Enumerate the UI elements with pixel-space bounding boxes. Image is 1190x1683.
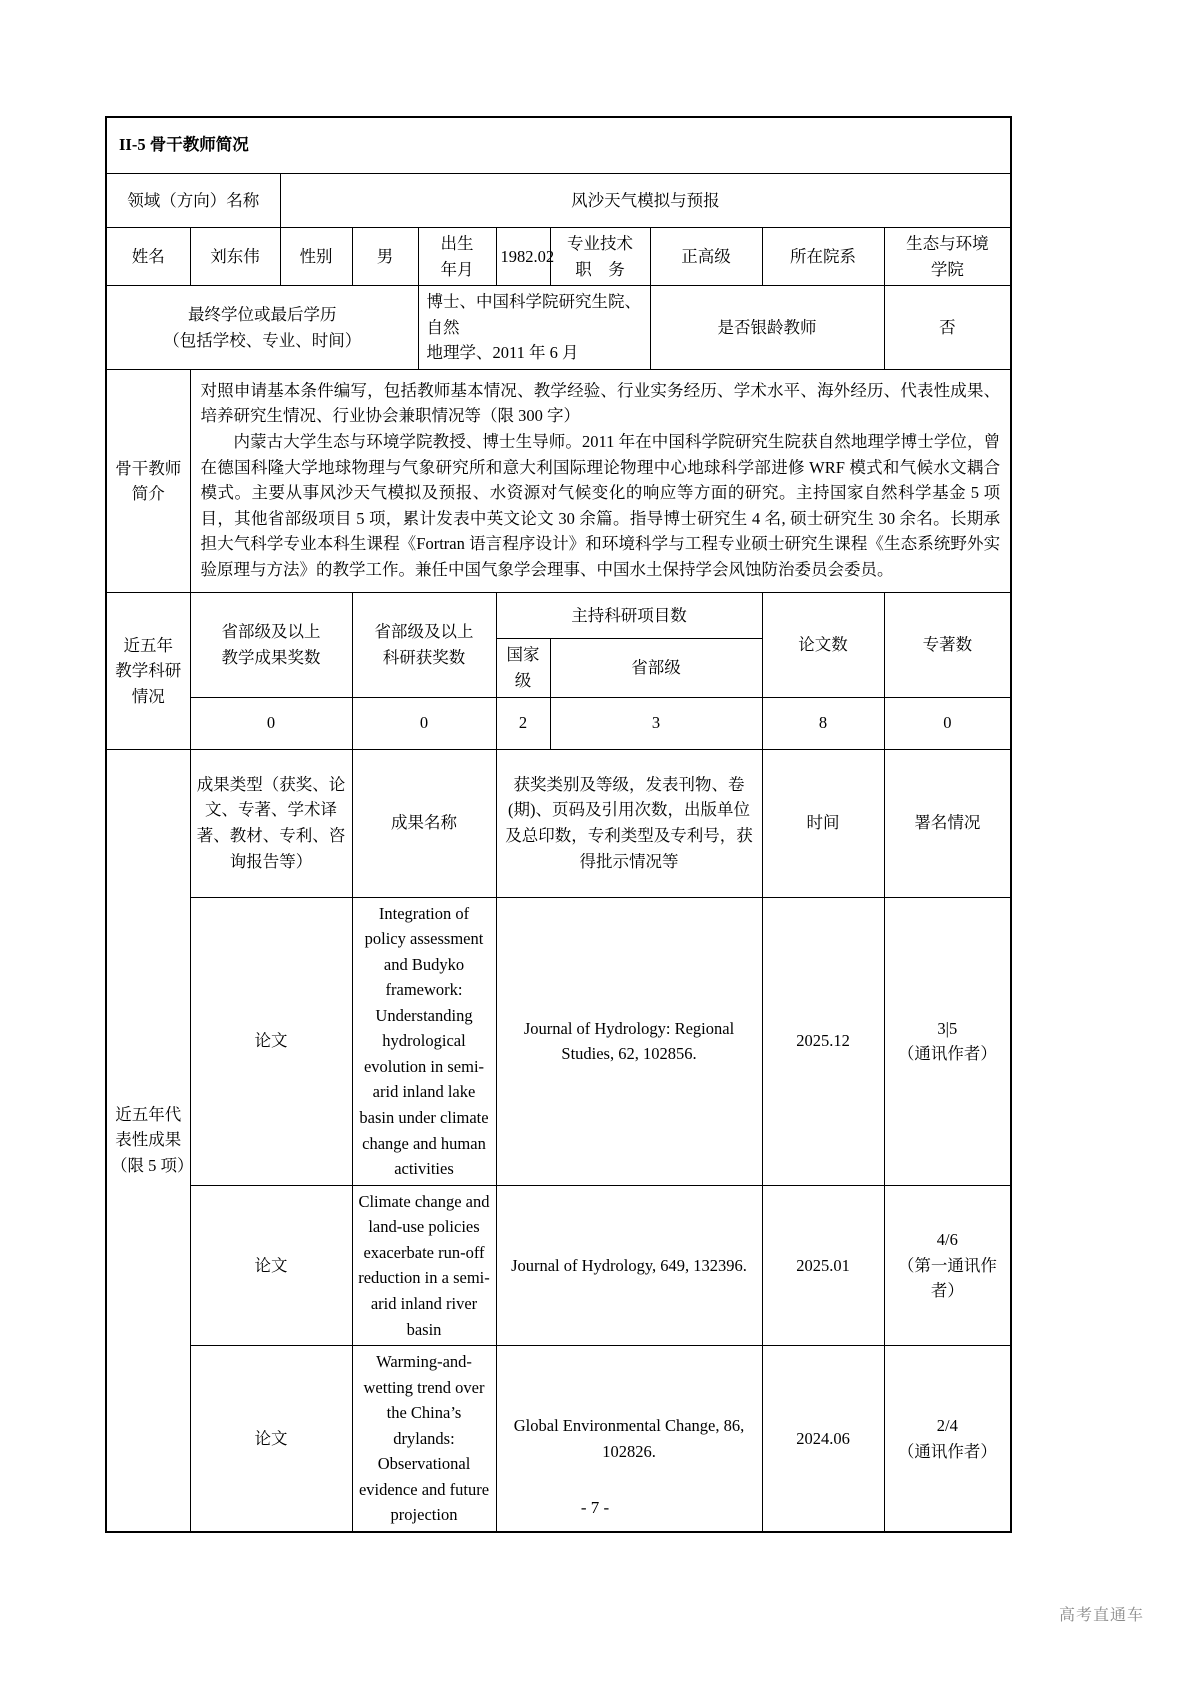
achievement-type: 论文: [190, 897, 352, 1185]
senior-teacher-label: 是否银龄教师: [650, 286, 884, 370]
person-basic-row: [106, 228, 1011, 286]
stats-header-research-awards: [352, 593, 496, 697]
degree-label-line2: （包括学校、专业、时间）: [163, 330, 362, 350]
section-title: II-5 骨干教师简况: [106, 117, 1011, 173]
tech-title-label-line2: 职 务: [575, 259, 625, 279]
achievements-header-signature: 署名情况: [884, 749, 1011, 897]
achievement-signature: [884, 897, 1011, 1185]
birth-label-line1: 出生: [440, 234, 474, 254]
domain-row: [106, 173, 1011, 228]
stats-value-teaching-awards: 0: [190, 697, 352, 749]
table-row: [106, 1185, 1011, 1345]
department-label: 所在院系: [762, 228, 884, 286]
achievement-detail: Journal of Hydrology: Regional Studies, 62, 102856.: [496, 897, 762, 1185]
biography-text: 内蒙古大学生态与环境学院教授、博士生导师。2011 年在中国科学院研究生院获自然地理学博士学位，曾在德国科隆大学地球物理与气象研究所和意大利国际理论物理中心地球科学部进修 WRF 模式和气候水文耦合模式。主要从事风沙天气模拟及预报、水资源对气候变化的响应等方面的研究。主持国家自然科学基金 5 项目，其他省部级项目 5 项，累计发表中英文论文 30 余篇。指导博士研究生 4 名, 硕士研究生 30 余名。长期承担大气科学专业本科生课程《Fortran 语言程序设计》和环境科学与工程专业硕士研究生课程《生态系统野外实验原理与方法》的教学工作。兼任中国气象学会理事、中国水土保持学会风蚀防治委员会委员。: [200, 432, 1001, 579]
achievement-type: 论文: [190, 1185, 352, 1345]
biography-body: [190, 369, 1011, 593]
section-title-row: [106, 117, 1011, 173]
stats-value-papers: 8: [762, 697, 884, 749]
department-value-line2: 学院: [930, 259, 964, 279]
stats-header-teaching-awards: [190, 593, 352, 697]
biography-row: [106, 369, 1011, 593]
achievements-side-label-line1: 近五年代: [115, 1104, 182, 1124]
degree-value-line2: 地理学、2011 年 6 月: [426, 343, 579, 363]
achievement-detail: Journal of Hydrology, 649, 132396.: [496, 1185, 762, 1345]
achievements-header-type: 成果类型（获奖、论文、专著、学术译著、教材、专利、咨询报告等）: [190, 749, 352, 897]
biography-instruction: 对照申请基本条件编写，包括教师基本情况、教学经验、行业实务经历、学术水平、海外经历、代表性成果、培养研究生情况、行业协会兼职情况等（限 300 字）: [200, 380, 1001, 426]
domain-label: 领域（方向）名称: [106, 173, 280, 228]
achievement-time: 2024.06: [762, 1346, 884, 1532]
stats-value-monographs: 0: [884, 697, 1011, 749]
stats-header-projects-provincial: 省部级: [550, 639, 762, 697]
stats-values-row: [106, 697, 1011, 749]
biography-side-label-line2: 简介: [131, 484, 165, 504]
stats-header-teaching-awards-line1: 省部级及以上: [221, 622, 321, 642]
name-value: 刘东伟: [190, 228, 280, 286]
domain-value: 风沙天气模拟与预报: [280, 173, 1011, 228]
achievement-time: 2025.12: [762, 897, 884, 1185]
achievement-signature-role: （通讯作者）: [897, 1441, 997, 1461]
degree-value-line1: 博士、中国科学院研究生院、自然: [426, 292, 641, 337]
achievements-side-label-line2: 表性成果: [115, 1130, 182, 1150]
achievements-header-detail: 获奖类别及等级，发表刊物、卷(期)、页码及引用次数，出版单位及总印数，专利类型及专利号，获得批示情况等: [496, 749, 762, 897]
stats-header-research-awards-line2: 科研获奖数: [382, 647, 466, 667]
tech-title-label: [550, 228, 650, 286]
gender-value: 男: [352, 228, 418, 286]
stats-header-teaching-awards-line2: 教学成果奖数: [221, 647, 321, 667]
achievement-signature-role: （第一通讯作者）: [897, 1255, 997, 1301]
degree-label-line1: 最终学位或最后学历: [188, 304, 337, 324]
birth-label: [418, 228, 496, 286]
stats-header-research-awards-line1: 省部级及以上: [374, 622, 474, 642]
achievements-header-row: [106, 749, 1011, 897]
page-number: - 7 -: [580, 1498, 610, 1517]
biography-side-label: [106, 369, 190, 593]
senior-teacher-value: 否: [884, 286, 1011, 370]
faculty-profile-table: [105, 116, 1012, 1533]
tech-title-label-line1: 专业技术: [567, 234, 633, 254]
achievement-time: 2025.01: [762, 1185, 884, 1345]
biography-side-label-line1: 骨干教师: [115, 458, 182, 478]
achievement-type: 论文: [190, 1346, 352, 1532]
stats-side-label-line2: 教学科研: [115, 661, 182, 681]
name-label: 姓名: [106, 228, 190, 286]
stats-header-monographs: 专著数: [884, 593, 1011, 697]
degree-value: [418, 286, 650, 370]
achievement-name: Warming-and-wetting trend over the China’s drylands: Observational evidence and future projection: [352, 1346, 496, 1532]
achievement-name: Integration of policy assessment and Budyko framework: Understanding hydrological evolution in semi-arid inland lake basin under climate change and human activities: [352, 897, 496, 1185]
birth-label-line2: 年月: [440, 259, 474, 279]
achievements-side-label-line3: （限 5 项）: [111, 1156, 194, 1176]
achievement-signature-order: 3|5: [937, 1018, 958, 1038]
degree-label: [106, 286, 418, 370]
achievement-signature-role: （通讯作者）: [897, 1044, 997, 1064]
stats-value-research-awards: 0: [352, 697, 496, 749]
stats-side-label-line1: 近五年: [123, 635, 173, 655]
achievements-header-name: 成果名称: [352, 749, 496, 897]
stats-value-projects-national: 2: [496, 697, 550, 749]
tech-title-value: 正高级: [650, 228, 762, 286]
gender-label: 性别: [280, 228, 352, 286]
table-row: [106, 897, 1011, 1185]
stats-value-projects-provincial: 3: [550, 697, 762, 749]
department-value: [884, 228, 1011, 286]
department-value-line1: 生态与环境: [906, 234, 989, 254]
achievement-detail: Global Environmental Change, 86, 102826.: [496, 1346, 762, 1532]
watermark: 高考直通车: [1058, 1607, 1144, 1624]
stats-header-papers: 论文数: [762, 593, 884, 697]
stats-side-label-line3: 情况: [131, 686, 165, 706]
stats-side-label: [106, 593, 190, 749]
stats-header-projects-group: 主持科研项目数: [496, 593, 762, 639]
degree-row: [106, 286, 1011, 370]
achievement-signature-order: 4/6: [936, 1230, 958, 1250]
achievement-signature: [884, 1185, 1011, 1345]
achievements-side-label: [106, 749, 194, 1532]
birth-value: 1982.02: [496, 228, 550, 286]
stats-header-projects-national: 国家级: [496, 639, 550, 697]
achievements-header-time: 时间: [762, 749, 884, 897]
stats-header-row-1: [106, 593, 1011, 639]
achievement-name: Climate change and land-use policies exacerbate run-off reduction in a semi-arid inland river basin: [352, 1185, 496, 1345]
achievement-signature-order: 2/4: [936, 1415, 958, 1435]
